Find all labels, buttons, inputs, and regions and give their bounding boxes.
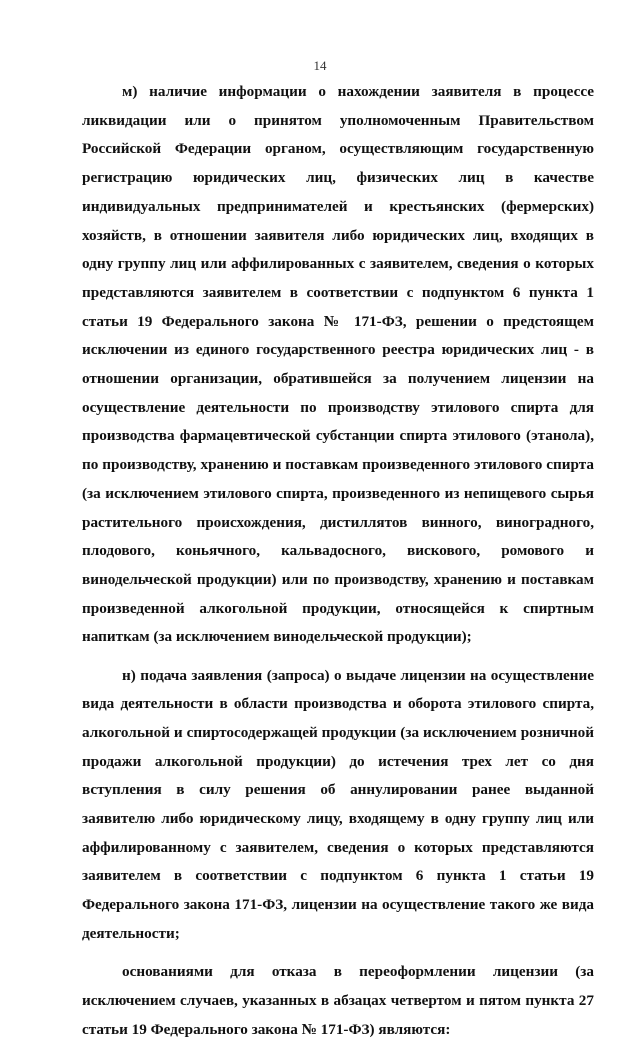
paragraph-refusal-grounds: основаниями для отказа в переоформлении лицензии (за исключением случаев, указанных в абзацах четвертом и пятом пункта 27 статьи 19 Федерального закона № 171-ФЗ) являются:	[82, 963, 594, 1038]
page-number: 14	[313, 58, 327, 73]
paragraph-n: н) подача заявления (запроса) о выдаче лицензии на осуществление вида деятельности в области производства и оборота этилового спирта, алкогольной и спиртосодержащей продукции (за исключением розничной продажи алкогольной продукции) до истечения трех лет со дня вступления в силу решения об аннулировании ранее выданной заявителю либо юридическому лицу, входящему в одну группу лиц или аффилированному с заявителем, сведения о которых представляются заявителем в соответствии с подпунктом 6 пункта 1 статьи 19 Федерального закона 171-ФЗ, лицензии на осуществление такого же вида деятельности;	[82, 666, 594, 942]
paragraph-m: м) наличие информации о нахождении заявителя в процессе ликвидации или о принятом уполномоченным Правительством Российской Федерации органом, осуществляющим государственную регистрацию юридических лиц, физических лиц в качестве индивидуальных предпринимателей и крестьянских (фермерских) хозяйств, в отношении заявителя либо юридических лиц, входящих в одну группу лиц или аффилированных с заявителем, сведения о которых представляются заявителем в соответствии с подпунктом 6 пункта 1 статьи 19 Федерального закона № 171-ФЗ, решении о предстоящем исключении из единого государственного реестра юридических лиц - в отношении организации, обратившейся за получением лицензии на осуществление деятельности по производству этилового спирта для производства фармацевтической субстанции спирта этилового (этанола), по производству, хранению и поставкам произведенного этилового спирта (за исключением этилового спирта, произведенного из непищевого сырья растительного происхождения, дистиллятов винного, виноградного, плодового, коньячного, кальвадосного, вискового, ромового и винодельческой продукции) или по производству, хранению и поставкам произведенной алкогольной продукции, относящейся к спиртным напиткам (за исключением винодельческой продукции);	[82, 83, 594, 646]
document-body	[82, 78, 594, 1044]
